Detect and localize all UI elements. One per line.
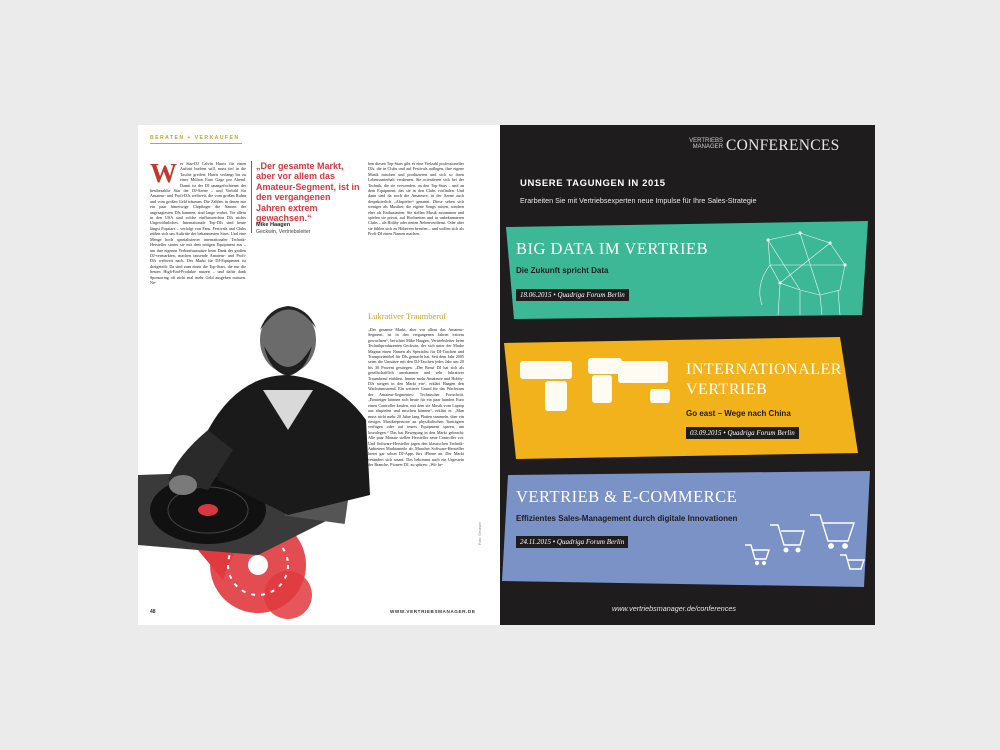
banner-2-date[interactable]: 03.09.2015 • Quadriga Forum Berlin [686,427,799,439]
ad-title: UNSERE TAGUNGEN IN 2015 [520,178,666,189]
dropcap: W [150,161,177,188]
article-column-1-text: er Star-DJ Calvin Harris für einen Auftritt buchen will, muss tief in die Tasche greifen: Harris verlangt bis zu einer Million Euro Gage pro Abend. Damit ist der DJ unangefochtener der bestbezahlte Star der DJ-Szene – und Vorbild für Amateur- und Profi-DJs weltweit, die vom großen Ruhm und vom großen Geld träumen. Die Zahlen, in denen nur ein paar hinreiwige Chipfinger die Namen der angesagtesten DJs kannten, sind lange vorbei. Vor allem in den USA sind solche einflussreichen DJs nichts Ungewöhnliches. Internationale Top-DJs sind heute längst Popstars – verfolgt von Fans. Festivals und Clubs reißen sich um Auftritte der bekanntesten Stars. Und eine Menge hoch spezialisierter internationaler Technik-Hersteller startet sie mit dem nötigen Equipment aus – um ihre eigenen Verkaufsumsätze beim Dank der großen DJ-vermarkten, machen tausende Amateur- und Profi-DJs weltweit nach. Der Markt für DJ-Equipment ist dreigeteilt: Da sind zum einen die Top-Stars, die nur die besten High-End-Produkte nutzen – und dafür dank Sponsoring oft nicht mal mehr Geld ausgeben müssen. Ne- [150,161,246,285]
banner-2-title-line-2: VERTRIEB [686,381,768,398]
logo-line-2: MANAGER [692,144,723,150]
article-column-3: ben diesen Top-Stars gibt es eine Vielzahl professioneller DJs, die in Clubs und auf Festivals auflegen, ihre eigene Musik mischen und produzieren und sich so ihren Lebensunterhalt verdienen. Sie orientieren sich bei der Technik, die sie verwenden, an den Top-Stars – und an dem Equipment, das sie in den Clubs vorfinden. Und dann sind da noch die Amateure, in der Szene auch despektierlich „Abspieler“ genannt. Diese sehen sich weniger als Musiker, die eigene Songs mixen, sondern eher als Enthusiasten: Sie stellen Musik zusammen und spielen sie privat, auf Hochzeiten und in unbekannteren Clubs – als Hobby oder netten Nebenverdienst. Oder aber sie fühlen sich zu Höherem berufen – und wollen sich als Profi-DJ einen Namen machen. [368,161,464,237]
logo-conferences: CONFERENCES [726,137,840,154]
photo-caption: Foto: Geckwin [478,522,482,545]
logo-line-1: VERTRIEBS [689,138,723,144]
banner-1-title: BIG DATA IM VERTRIEB [516,239,709,258]
banner-3-title: VERTRIEB & E-COMMERCE [516,487,738,506]
banner-1-date[interactable]: 18.06.2015 • Quadriga Forum Berlin [516,289,629,301]
banner-3-subtitle: Effizientes Sales-Management durch digitale Innovationen [516,514,738,523]
quote-role: Geckwin, Vertriebsleiter [256,229,311,235]
page-number: 48 [150,609,156,615]
conference-ad-page [500,125,875,625]
magazine-left-page [138,125,500,625]
conference-url[interactable]: www.vertriebsmanager.de/conferences [612,604,736,613]
banner-2-title-line-1: INTERNATIONALER [686,361,842,378]
banner-1-subtitle: Die Zukunft spricht Data [516,266,609,275]
pull-quote-bar [251,161,252,233]
pull-quote: „Der gesamte Markt, aber vor allem das Amateur-Segment, ist in den vergangenen Jahren extrem gewachsen.“ [256,161,360,224]
quote-name: Mike Haagen [256,222,291,228]
section-label: BERATEN + VERKAUFEN [150,135,240,141]
banner-3-date[interactable]: 24.11.2015 • Quadriga Forum Berlin [516,536,628,548]
banner-2-subtitle: Go east – Wege nach China [686,409,791,418]
left-footer-url: WWW.VERTRIEBSMANAGER.DE [390,609,476,614]
article-column-3b: „Der gesamte Markt, aber vor allem das Amateur-Segment, ist in den vergangenen Jahren extrem gewachsen“, berichtet Mike Haagen, Vertriebsleiter beim Technikproduzenten Geckwin, der sich unter der Marke Magma einen Namen als Spezialist für DJ-Taschen und Transportmöbel für DJs gemacht hat. Seit dem Jahr 2005 seien die Umsätze mit den DJ-Taschen jedes Jahr um 20 bis 30 Prozent gestiegen. „Der Beruf DJ hat sich als gesellschaftlich anerkannter und sehr lukrativer Traumberuf etabliert. Immer mehr Amateure und Hobby-DJs steigen in den Markt ein“, erklärt Haagen den Wachstumstrend. Ein weiterer Grund für das Wachstum der Amateur-Segmentes: Technischer Fortschritt. „Einsteiger können sich heute für ein paar hundert Euro einen Controller kaufen, mit dem sie Musik vom Laptop aus abspielen und mischen können“, erklärt er. „Man muss nicht mehr 20 Jahre lang Platten sammeln, über ein riesiges Musikrepertoire an physikalischen Tonträgern verfügen oder auf teures Equipment sparen, um loszulegen.“ Das hat Bewegung in den Markt gebracht: Alle paar Monate stellen Hersteller neue Controller vor. Und Software-Hersteller jagen den klassischen Technik-Anbietern Marktanteile ab. Mancher Software-Hersteller bietet gar schon DJ-Apps fürs iPhone an. Der Markt verändert sich rasant. Das bekommt auch ein Urgestein der Branche, Pioneer DJ, zu spüren: „Wir be- [368,327,464,468]
section-rule [150,143,242,144]
ad-subtitle: Erarbeiten Sie mit Vertriebsexperten neue Impulse für Ihre Sales-Strategie [520,196,757,205]
dj-photo [138,280,370,625]
article-subhead: Lukrativer Traumberuf [368,311,447,321]
